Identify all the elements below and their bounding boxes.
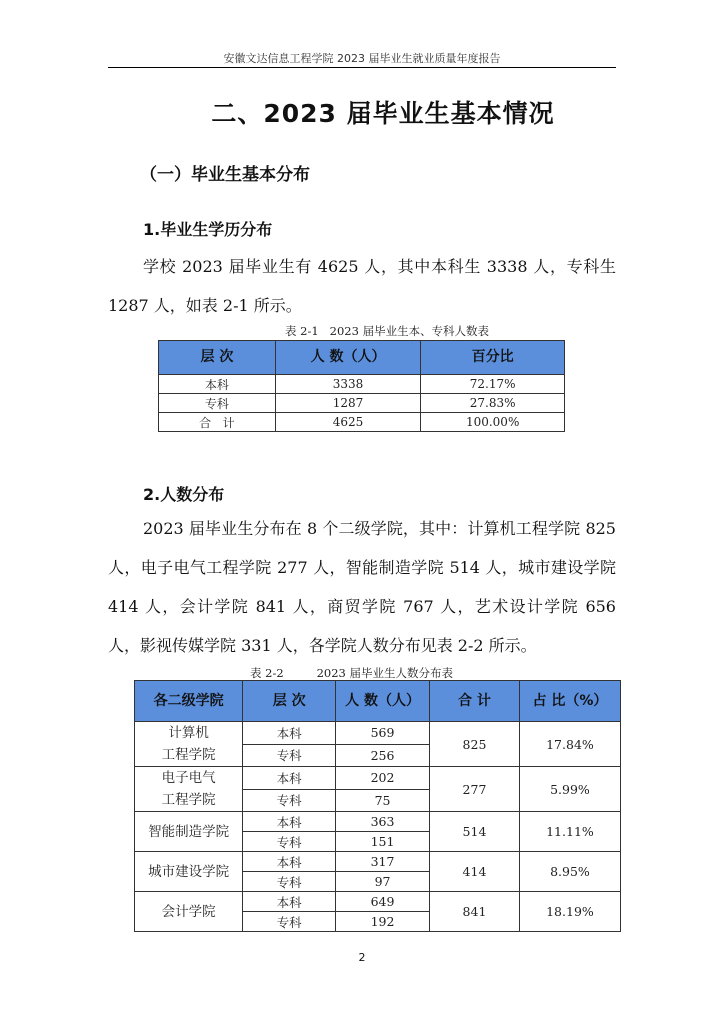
page-number: 2 bbox=[358, 951, 366, 964]
college-name-cell: 城市建设学院 bbox=[135, 852, 243, 892]
table-cell: 本科 bbox=[243, 892, 336, 912]
table2-caption: 表 2-2 2023 届毕业生人数分布表 bbox=[250, 666, 453, 680]
table-cell: 专科 bbox=[243, 912, 336, 932]
table-cell: 414 bbox=[430, 852, 520, 892]
table-cell: 569 bbox=[335, 722, 429, 745]
table-cell: 18.19% bbox=[519, 892, 620, 932]
table2-header: 各二级学院 bbox=[135, 681, 243, 722]
table-cell: 本科 bbox=[243, 767, 336, 790]
table-cell: 本科 bbox=[243, 722, 336, 745]
table-college-distribution bbox=[134, 680, 621, 932]
table-cell: 11.11% bbox=[519, 812, 620, 852]
college-name-line: 工程学院 bbox=[161, 792, 216, 808]
table-cell: 3338 bbox=[275, 375, 420, 394]
table-cell: 本科 bbox=[243, 852, 336, 872]
paragraph-1: 学校 2023 届毕业生有 4625 人，其中本科生 3338 人，专科生 1287 人，如表 2-1 所示。 bbox=[108, 257, 616, 315]
table-cell: 27.83% bbox=[421, 394, 565, 413]
subsection-heading-2: 2.人数分布 bbox=[143, 485, 225, 504]
table-cell: 151 bbox=[335, 832, 429, 852]
table-cell: 专科 bbox=[243, 872, 336, 892]
page-header: 安徽文达信息工程学院 2023 届毕业生就业质量年度报告 bbox=[223, 52, 501, 65]
table-cell: 专科 bbox=[243, 832, 336, 852]
table-cell: 1287 bbox=[275, 394, 420, 413]
table-cell: 192 bbox=[335, 912, 429, 932]
table-cell: 75 bbox=[335, 789, 429, 812]
table-row bbox=[159, 375, 565, 394]
college-name-cell: 智能制造学院 bbox=[135, 812, 243, 852]
paragraph-2: 2023 届毕业生分布在 8 个二级学院，其中：计算机工程学院 825 人，电子电气工程学院 277 人，智能制造学院 514 人，城市建设学院 414 人，会计学院 841 人，商贸学院 767 人，艺术设计学院 656 人，影视传媒学院 331 人，各学院人数分布见表 2-2 所示。 bbox=[108, 519, 616, 655]
table-row bbox=[135, 892, 621, 912]
table-row bbox=[135, 812, 621, 832]
table-cell: 825 bbox=[430, 722, 520, 767]
college-name-line: 计算机 bbox=[168, 725, 209, 741]
page-title: 二、2023 届毕业生基本情况 bbox=[211, 99, 555, 128]
table-cell: 317 bbox=[335, 852, 429, 872]
table2-header: 合 计 bbox=[430, 681, 520, 722]
table-cell: 97 bbox=[335, 872, 429, 892]
table-cell: 277 bbox=[430, 767, 520, 812]
college-name-line: 电子电气 bbox=[161, 770, 216, 786]
table-cell: 17.84% bbox=[519, 722, 620, 767]
table-cell: 5.99% bbox=[519, 767, 620, 812]
table-row bbox=[135, 852, 621, 872]
table-row bbox=[159, 394, 565, 413]
table-cell: 8.95% bbox=[519, 852, 620, 892]
table2-header: 占 比（%） bbox=[519, 681, 620, 722]
table-cell: 363 bbox=[335, 812, 429, 832]
table1-header: 百分比 bbox=[421, 341, 565, 375]
table2-header: 层 次 bbox=[243, 681, 336, 722]
table-cell: 合 计 bbox=[159, 413, 276, 432]
table-cell: 本科 bbox=[159, 375, 276, 394]
college-name-cell bbox=[135, 767, 243, 812]
table1-caption: 表 2-1 2023 届毕业生本、专科人数表 bbox=[285, 324, 490, 338]
table-row bbox=[135, 722, 621, 745]
table-cell: 专科 bbox=[159, 394, 276, 413]
table2-header: 人 数（人） bbox=[335, 681, 429, 722]
college-name-cell bbox=[135, 722, 243, 767]
table-cell: 4625 bbox=[275, 413, 420, 432]
table-cell: 专科 bbox=[243, 744, 336, 767]
table-row bbox=[159, 413, 565, 432]
table-cell: 专科 bbox=[243, 789, 336, 812]
table-row bbox=[135, 767, 621, 790]
table-cell: 841 bbox=[430, 892, 520, 932]
table-cell: 649 bbox=[335, 892, 429, 912]
college-name-cell: 会计学院 bbox=[135, 892, 243, 932]
table-cell: 256 bbox=[335, 744, 429, 767]
table-cell: 514 bbox=[430, 812, 520, 852]
table-cell: 本科 bbox=[243, 812, 336, 832]
subsection-heading-1: 1.毕业生学历分布 bbox=[143, 220, 273, 239]
college-name-line: 工程学院 bbox=[161, 747, 216, 763]
section-heading: （一）毕业生基本分布 bbox=[140, 165, 310, 185]
table1-header: 层 次 bbox=[159, 341, 276, 375]
table-education-distribution bbox=[158, 340, 565, 432]
table1-header: 人 数（人） bbox=[275, 341, 420, 375]
table-cell: 72.17% bbox=[421, 375, 565, 394]
table-cell: 100.00% bbox=[421, 413, 565, 432]
header-rule bbox=[108, 67, 616, 68]
table-cell: 202 bbox=[335, 767, 429, 790]
